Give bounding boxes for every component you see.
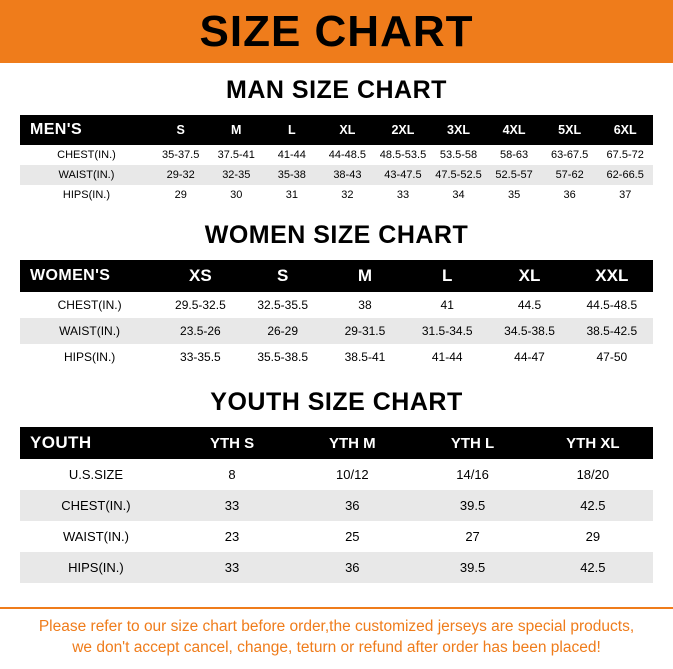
table-cell: 23 (224, 529, 240, 544)
table-row (20, 552, 653, 583)
women-size-table (20, 260, 653, 370)
table-cell: 30 (230, 189, 243, 201)
table-cell: 35-37.5 (162, 149, 200, 161)
table-header-row (20, 260, 653, 292)
table-cell: 8 (228, 467, 236, 482)
table-cell: 10/12 (336, 467, 369, 482)
table-cell: 29-32 (166, 169, 195, 181)
row-label: WAIST(IN.) (58, 169, 115, 181)
table-cell: 25 (345, 529, 360, 544)
row-label: WAIST(IN.) (62, 529, 129, 544)
table-cell: 47.5-52.5 (435, 169, 482, 181)
youth-header-cell: YTH XL (566, 434, 620, 452)
table-cell: 37.5-41 (217, 149, 255, 161)
women-table-wrap (0, 260, 673, 370)
table-cell: 36 (345, 560, 360, 575)
table-row (20, 521, 653, 552)
table-cell: 41 (440, 298, 454, 312)
table-row (20, 165, 653, 185)
row-label: HIPS(IN.) (62, 189, 110, 201)
man-size-table (20, 115, 653, 205)
table-cell: 38 (358, 298, 372, 312)
table-cell: 53.5-58 (439, 149, 478, 161)
table-row (20, 344, 653, 370)
table-cell: 14/16 (456, 467, 489, 482)
women-header-cell: XL (518, 266, 541, 285)
table-cell: 35-38 (277, 169, 306, 181)
women-header-cell: XS (189, 266, 212, 285)
man-table-wrap (0, 115, 673, 205)
man-header-cell: XL (339, 123, 356, 137)
table-row (20, 459, 653, 490)
youth-header-corner: YOUTH (30, 433, 92, 452)
table-cell: 38-43 (333, 169, 362, 181)
row-label: HIPS(IN.) (63, 350, 116, 364)
table-cell: 33 (224, 498, 240, 513)
table-cell: 27 (465, 529, 480, 544)
table-cell: 39.5 (459, 560, 486, 575)
man-header-cell: 2XL (391, 123, 415, 137)
table-cell: 29 (174, 189, 187, 201)
table-cell: 52.5-57 (495, 169, 533, 181)
youth-header-cell: YTH M (328, 434, 376, 452)
man-table-header (20, 115, 653, 145)
table-cell: 23.5-26 (180, 324, 221, 338)
table-cell: 43-47.5 (384, 169, 422, 181)
women-header-corner: WOMEN'S (30, 267, 111, 284)
man-header-cell: 6XL (613, 123, 637, 137)
table-cell: 38.5-42.5 (586, 324, 638, 338)
table-cell: 63-67.5 (550, 149, 589, 161)
women-header-cell: M (357, 266, 373, 285)
table-cell: 47-50 (596, 350, 628, 364)
table-cell: 36 (563, 189, 576, 201)
table-cell: 32.5-35.5 (257, 298, 309, 312)
man-header-cell: 4XL (502, 123, 526, 137)
table-cell: 29 (585, 529, 601, 544)
table-cell: 67.5-72 (606, 149, 644, 161)
table-cell: 62-66.5 (606, 169, 644, 181)
table-cell: 32 (341, 189, 354, 201)
table-cell: 32-35 (222, 169, 251, 181)
youth-section-heading: YOUTH SIZE CHART (210, 388, 463, 416)
table-cell: 33 (396, 189, 410, 201)
table-cell: 36 (345, 498, 360, 513)
man-header-corner: MEN'S (30, 121, 83, 138)
youth-size-table (20, 427, 653, 583)
table-cell: 26-29 (267, 324, 299, 338)
table-cell: 57-62 (555, 169, 584, 181)
table-header-row (20, 427, 653, 459)
table-cell: 41-44 (277, 149, 306, 161)
row-label: HIPS(IN.) (68, 560, 124, 575)
table-cell: 44.5-48.5 (586, 298, 638, 312)
table-cell: 33 (224, 560, 240, 575)
table-cell: 31 (285, 189, 298, 201)
row-label: WAIST(IN.) (59, 324, 121, 338)
man-header-cell: 3XL (447, 123, 470, 137)
table-cell: 44-47 (514, 350, 545, 364)
table-row (20, 145, 653, 165)
youth-header-cell: YTH S (209, 434, 255, 452)
man-table-body (20, 145, 653, 205)
table-cell: 29.5-32.5 (175, 298, 226, 312)
table-cell: 18/20 (576, 467, 610, 482)
row-label: CHEST(IN.) (61, 498, 131, 513)
man-header-cell: M (231, 123, 242, 137)
man-header-cell: L (288, 123, 296, 137)
women-table-body (20, 292, 653, 370)
youth-header-cell: YTH L (450, 434, 495, 452)
table-cell: 58-63 (500, 149, 529, 161)
youth-table-body (20, 459, 653, 583)
man-header-cell: S (176, 123, 185, 137)
table-row (20, 490, 653, 521)
youth-table-wrap (0, 427, 673, 583)
table-row (20, 318, 653, 344)
women-header-cell: L (442, 266, 453, 285)
table-cell: 35.5-38.5 (257, 350, 309, 364)
table-cell: 34.5-38.5 (504, 324, 555, 338)
table-header-row (20, 115, 653, 145)
table-cell: 37 (619, 189, 632, 201)
table-cell: 48.5-53.5 (379, 149, 427, 161)
footer-disclaimer (0, 607, 673, 669)
page-title: SIZE CHART (199, 6, 474, 56)
youth-table-header (20, 427, 653, 459)
row-label: CHEST(IN.) (57, 149, 116, 161)
women-table-header (20, 260, 653, 292)
table-cell: 33-35.5 (180, 350, 221, 364)
table-row (20, 185, 653, 205)
row-label: U.S.SIZE (68, 467, 124, 482)
women-section-heading: WOMEN SIZE CHART (204, 221, 469, 249)
table-cell: 29-31.5 (344, 324, 386, 338)
table-cell: 44-48.5 (328, 149, 367, 161)
table-cell: 44.5 (517, 298, 542, 312)
row-label: CHEST(IN.) (57, 298, 122, 312)
women-header-cell: S (277, 266, 289, 285)
table-cell: 38.5-41 (344, 350, 386, 364)
table-cell: 35 (507, 189, 521, 201)
man-header-cell: 5XL (558, 123, 582, 137)
table-cell: 42.5 (580, 560, 606, 575)
footer-line-2: we don't accept cancel, change, teturn or refund after order has been placed! (72, 639, 601, 657)
table-cell: 34 (452, 189, 465, 201)
table-cell: 42.5 (580, 498, 606, 513)
women-header-cell: XXL (595, 266, 629, 285)
table-cell: 39.5 (459, 498, 486, 513)
table-cell: 41-44 (431, 350, 463, 364)
footer-line-1: Please refer to our size chart before order,the customized jerseys are special products, (38, 618, 635, 636)
man-section-heading: MAN SIZE CHART (226, 76, 447, 104)
table-cell: 31.5-34.5 (421, 324, 473, 338)
header-banner (0, 0, 673, 63)
table-row (20, 292, 653, 318)
